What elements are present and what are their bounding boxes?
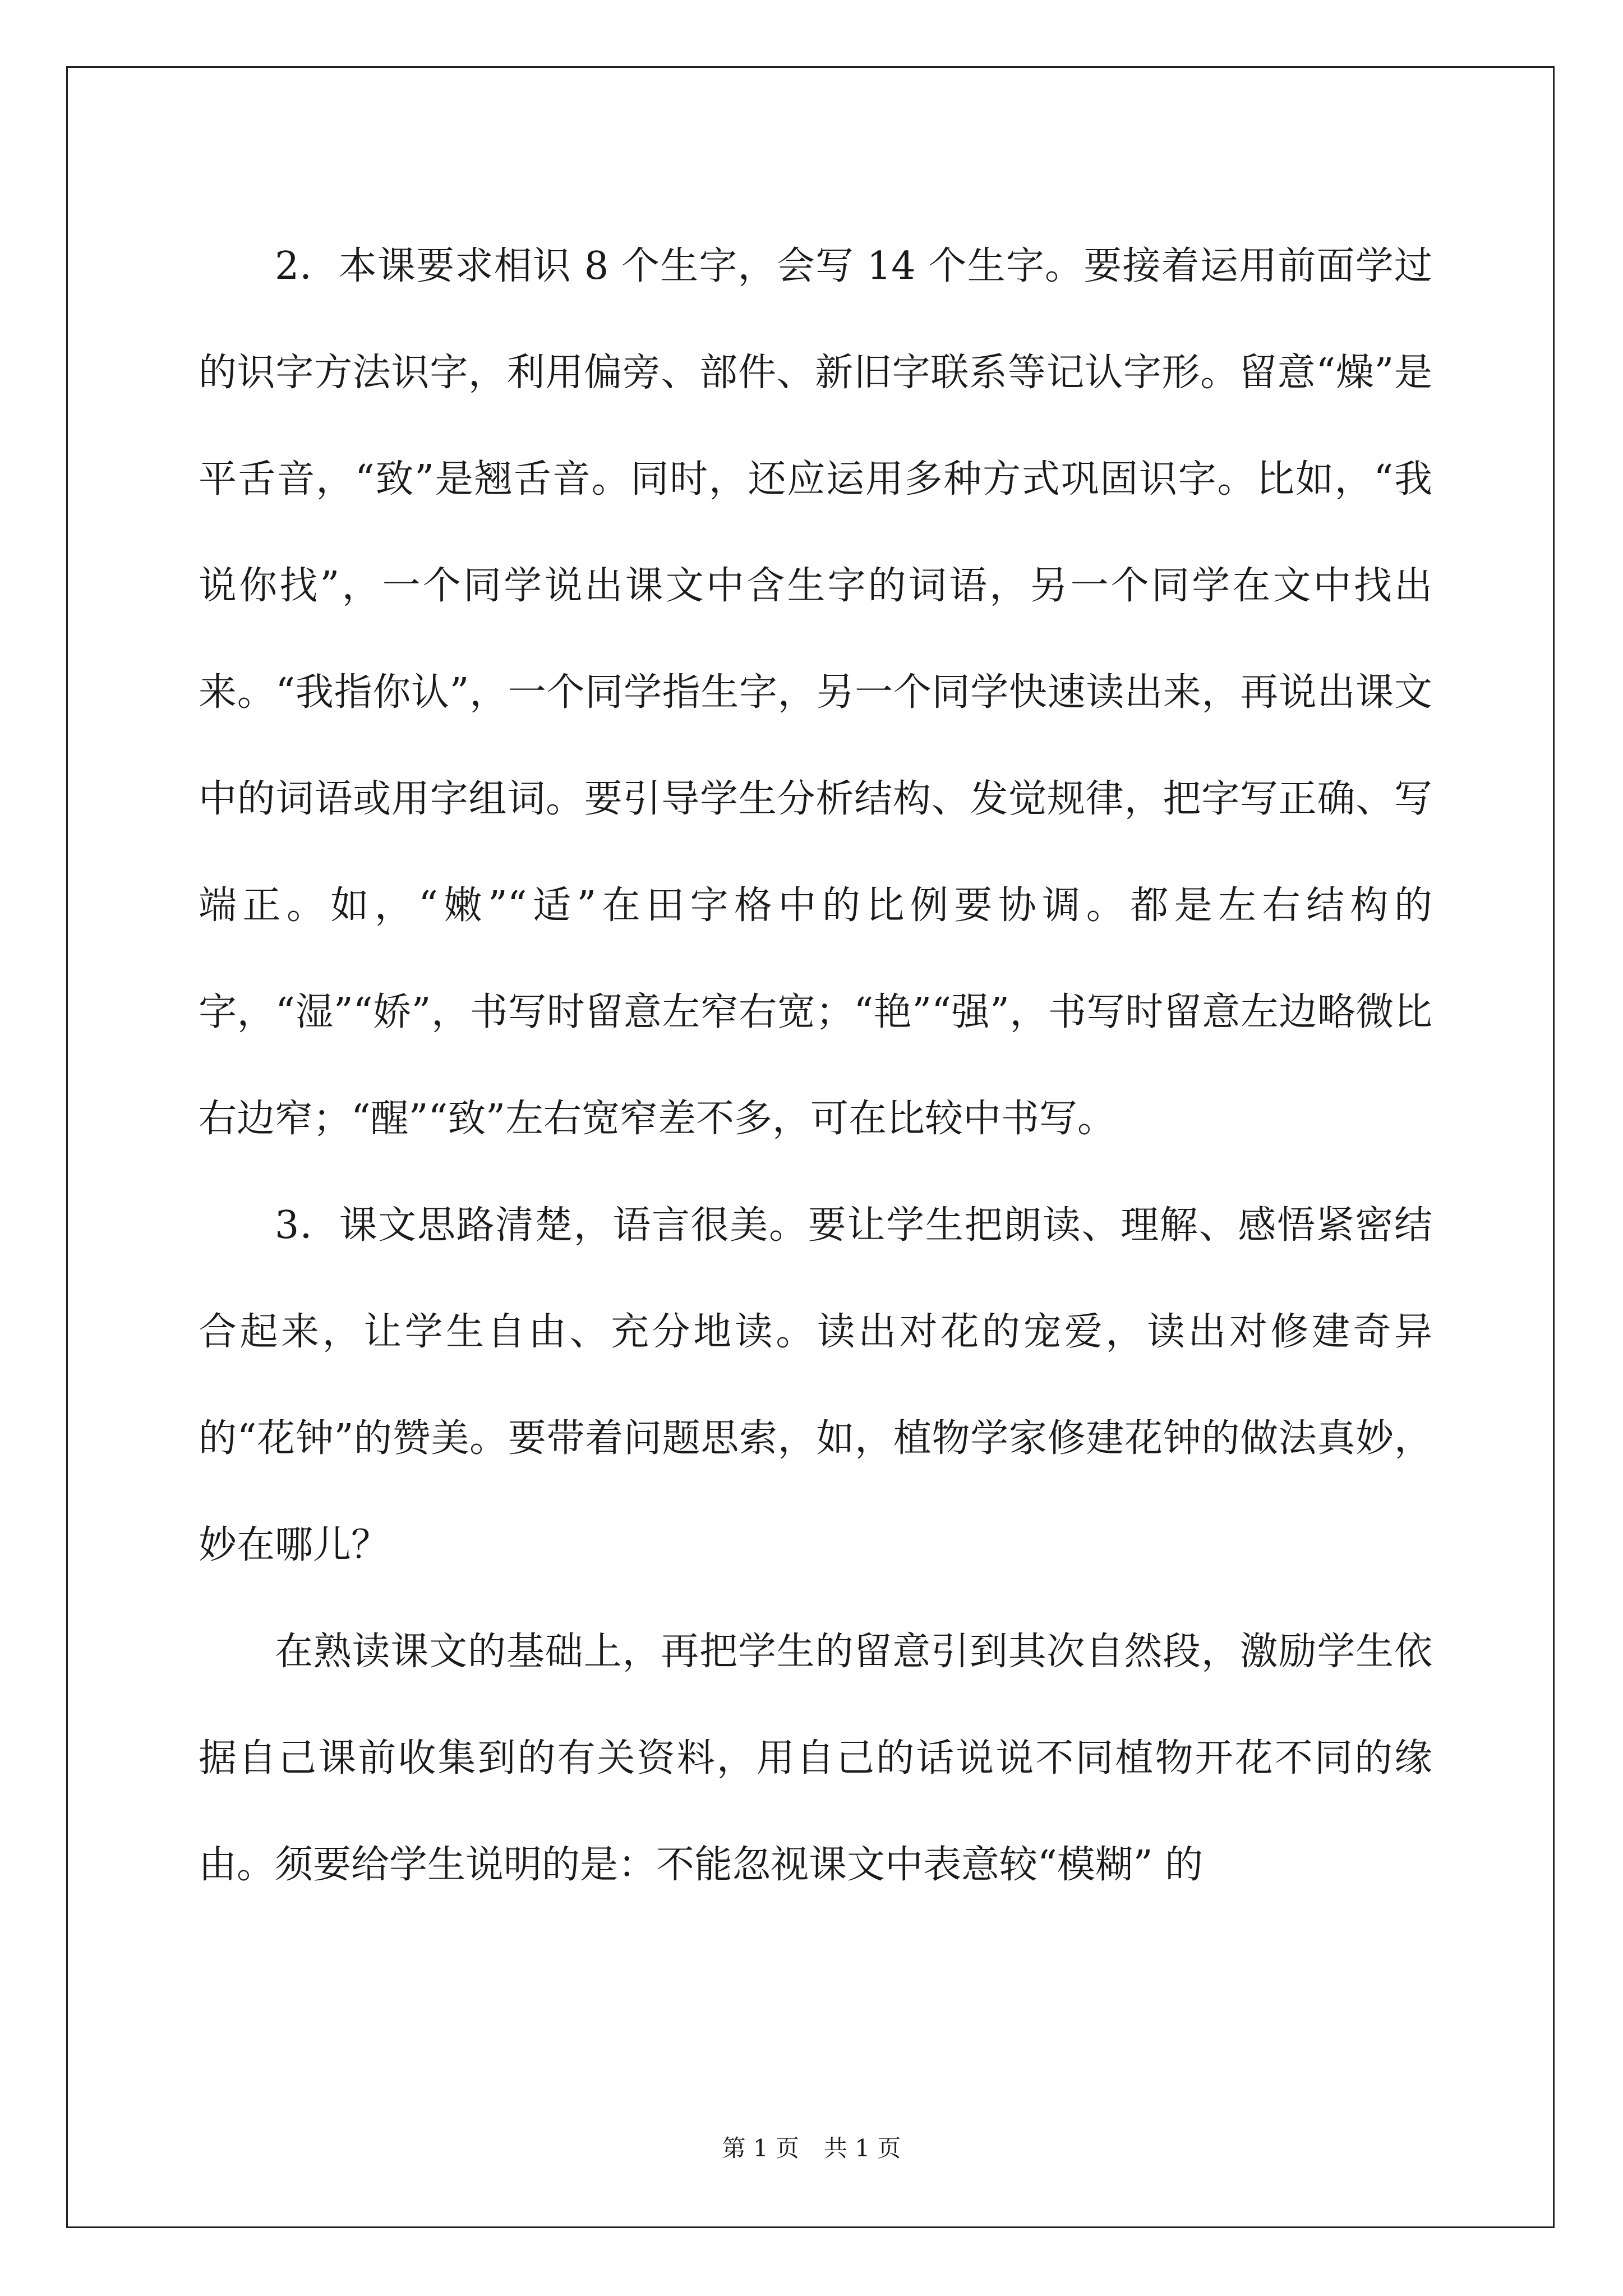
- page-number: 第 1 页: [722, 2134, 799, 2162]
- document-body: [199, 213, 1432, 1918]
- page-footer: [0, 2132, 1623, 2165]
- paragraph-2: 2．本课要求相识 8 个生字，会写 14 个生字。要接着运用前面学过的识字方法识字，利用偏旁、部件、新旧字联系等记认字形。留意“燥”是平舌音，“致”是翘舌音。同时，还应运用多种方式巩固识字。比如，“我说你找”，一个同学说出课文中含生字的词语，另一个同学在文中找出来。“我指你认”，一个同学指生字，另一个同学快速读出来，再说出课文中的词语或用字组词。要引导学生分析结构、发觉规律，把字写正确、写端正。如，“嫩”“适”在田字格中的比例要协调。都是左右结构的字，“湿”“娇”，书写时留意左窄右宽；“艳”“强”，书写时留意左边略微比右边窄；“醒”“致”左右宽窄差不多，可在比较中书写。: [199, 244, 1432, 1141]
- paragraph-3: 3．课文思路清楚，语言很美。要让学生把朗读、理解、感悟紧密结合起来，让学生自由、充分地读。读出对花的宠爱，读出对修建奇异的“花钟”的赞美。要带着问题思索，如，植物学家修建花钟的做法真妙，妙在哪儿？: [199, 1203, 1432, 1567]
- page-total: 共 1 页: [824, 2134, 901, 2162]
- paragraph-4: 在熟读课文的基础上，再把学生的留意引到其次自然段，激励学生依据自己课前收集到的有关资料，用自己的话说说不同植物开花不同的缘由。须要给学生说明的是：不能忽视课文中表意较“模糊” 的: [199, 1630, 1432, 1887]
